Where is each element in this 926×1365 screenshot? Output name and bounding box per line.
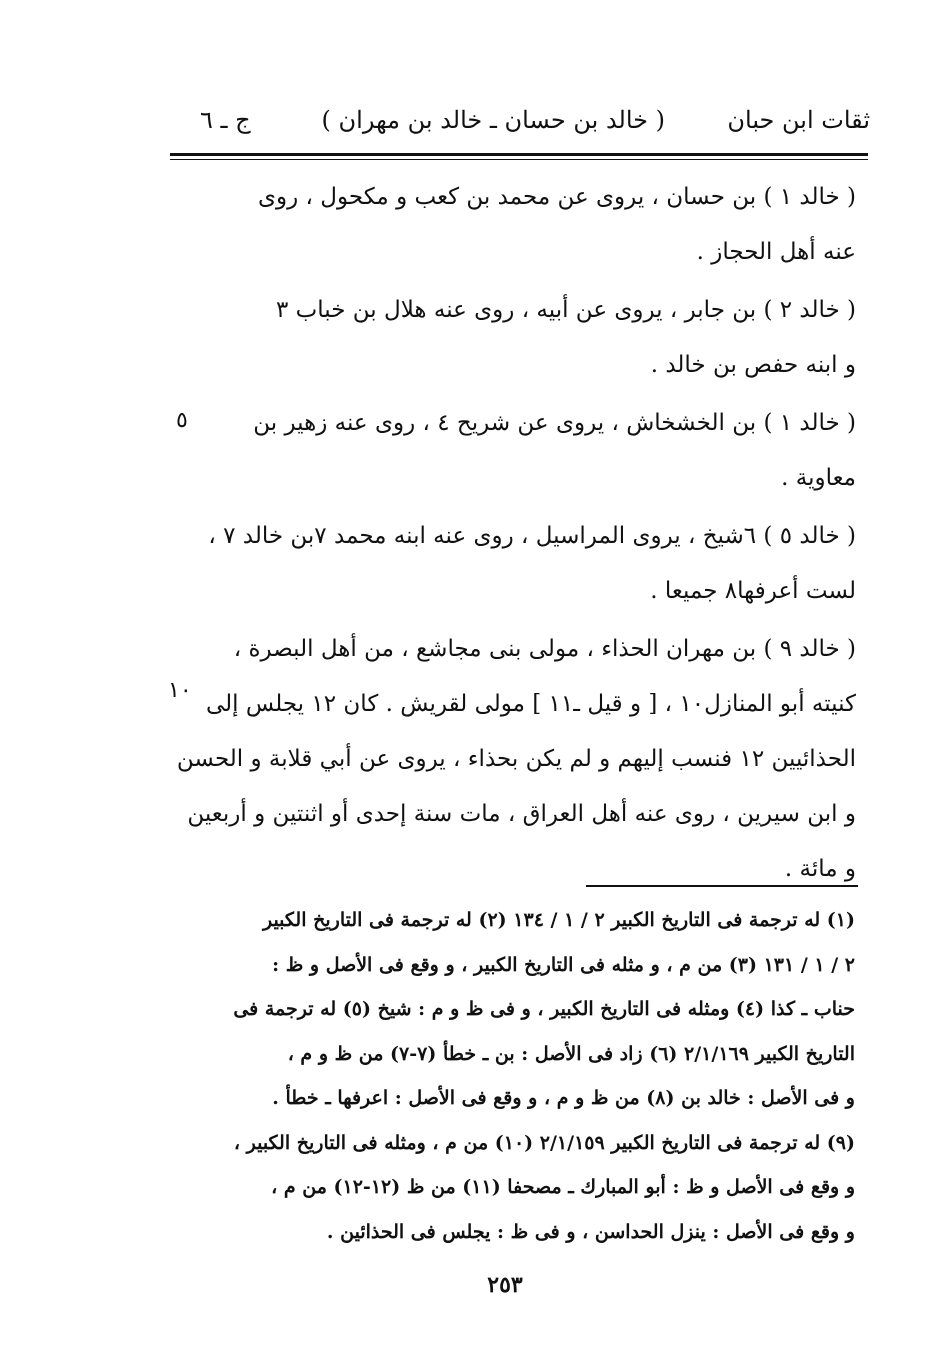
text-line: الحذائيين ١٢ فنسب إليهم و لم يكن بحذاء ، يروى عن أبي قلابة و الحسن: [176, 746, 856, 772]
text-line: كنيته أبو المنازل١٠ ، [ و قيل ـ١١ ] مولى لقريش . كان ١٢ يجلس إلى: [206, 691, 856, 717]
section-title: ( خالد بن حسان ـ خالد بن مهران ): [321, 106, 665, 134]
text-line: و ابنه حفص بن خالد .: [650, 352, 856, 378]
footnote-line: و وقع فى الأصل : ينزل الحداسن ، و فى ظ : يجلس فى الحذائين .: [326, 1220, 855, 1243]
entry-khalid-shaykh: [160, 509, 856, 619]
text-line: ( خالد ٩ ) بن مهران الحذاء ، مولى بنى مجاشع ، من أهل البصرة ،: [233, 636, 856, 662]
footnote-line: ٢ / ١ / ١٣١ (٣) من م ، و مثله فى التاريخ الكبير ، و وقع فى الأصل و ظ :: [272, 953, 855, 976]
entry-khalid-ibn-al-khashkhash: [160, 396, 856, 506]
text-line: ( خالد ١ ) بن الخشخاش ، يروى عن شريح ٤ ، روى عنه زهير بن: [253, 410, 856, 436]
footnote-line: و وقع فى الأصل و ظ : أبو المبارك ـ مصحفا (١١) من ظ (١٢-١٢) من م ،: [271, 1176, 855, 1198]
text-line: و ابن سيرين ، روى عنه أهل العراق ، مات سنة إحدى أو اثنتين و أربعين: [187, 801, 856, 827]
text-line: ( خالد ٥ ) ٦شيخ ، يروى المراسيل ، روى عنه ابنه محمد ٧بن خالد ٧ ،: [208, 523, 856, 549]
footnote-line: (٩) له ترجمة فى التاريخ الكبير ٢/١/١٥٩ (١٠) من م ، ومثله فى التاريخ الكبير ،: [233, 1131, 855, 1154]
page-number: ٢٥٣: [487, 1272, 523, 1298]
text-line: معاوية .: [781, 465, 856, 491]
footnote-line: و فى الأصل : خالد بن (٨) من ظ و م ، و وقع فى الأصل : اعرفها ـ خطأ .: [272, 1087, 855, 1109]
running-header: [170, 100, 870, 140]
footnote-line: (١) له ترجمة فى التاريخ الكبير ٢ / ١ / ١٣٤ (٢) له ترجمة فى التاريخ الكبير: [262, 909, 855, 931]
line-number-10: ١٠: [168, 678, 192, 703]
footnote-line: حناب ـ كذا (٤) ومثله فى التاريخ الكبير ، و فى ظ و م : شيخ (٥) له ترجمة فى: [233, 998, 855, 1020]
main-text: [160, 170, 856, 900]
text-line: ( خالد ١ ) بن حسان ، يروى عن محمد بن كعب و مكحول ، روى: [258, 184, 856, 210]
header-rule: [170, 153, 868, 156]
footnote-line: التاريخ الكبير ٢/١/١٦٩ (٦) زاد فى الأصل : بن ـ خطأ (٧-٧) من ظ و م ،: [287, 1042, 855, 1065]
line-number-5: ٥: [176, 408, 188, 433]
book-title: ثقات ابن حبان: [727, 106, 870, 134]
text-line: عنه أهل الحجاز .: [696, 239, 856, 265]
volume-number: ج ـ ٦: [200, 106, 251, 134]
text-line: ( خالد ٢ ) بن جابر ، يروى عن أبيه ، روى عنه هلال بن خباب ٣: [275, 297, 856, 323]
header-rule-thin: [170, 159, 868, 160]
entry-khalid-ibn-mihran: [160, 622, 856, 897]
text-line: لست أعرفها٨ جميعا .: [650, 578, 856, 604]
entry-khalid-ibn-hassan: [160, 170, 856, 280]
entry-khalid-ibn-jabir: [160, 283, 856, 393]
footnotes: [205, 898, 855, 1254]
footnote-separator: [586, 885, 858, 887]
text-line: و مائة .: [784, 856, 856, 882]
